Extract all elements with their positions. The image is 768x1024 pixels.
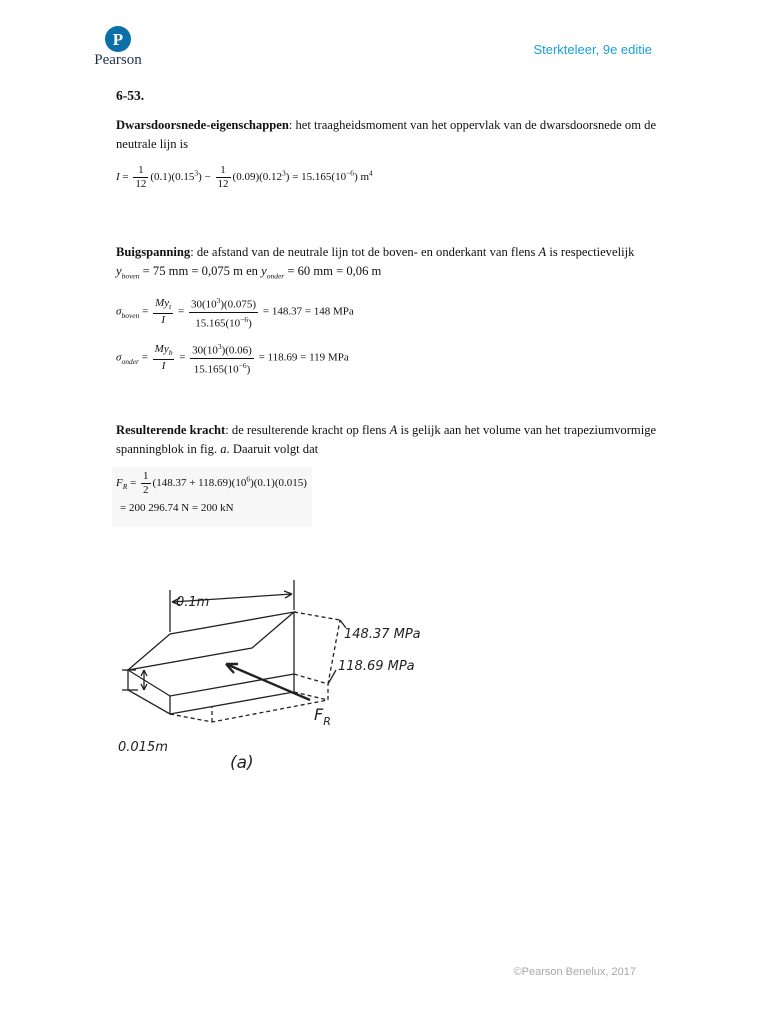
section-heading: Resulterende kracht (116, 423, 226, 437)
sigma-bottom-equation: $\sigma_{onder}$ = $\frac{My_b}{I}$ = $\frac{30(10^3)(0.06)}{15.165(10^{-6})}$ = 118.69 = 119 MPa (116, 342, 349, 376)
figure-caption: (a) (230, 753, 254, 773)
force-arrow (226, 664, 310, 700)
section-cross-section-text (116, 116, 661, 154)
problem-number: 6-53. (116, 88, 145, 103)
edition-label: Sterkteleer, 9e editie (533, 42, 652, 57)
stress-top-label: 148.37 MPa (344, 627, 421, 642)
section-heading: Buigspanning (116, 245, 191, 259)
fraction: $\frac{1}{12}$ (135, 164, 147, 190)
pearson-p-icon (88, 24, 148, 54)
stress-block-figure (118, 572, 458, 782)
section-resultant-text: Resulterende kracht: de resulterende kracht op flens A is gelijk aan het volume van het trapeziumvormige spanningblok in fig. a. Daaruit volgt dat (116, 423, 657, 456)
sigma-top-equation: $\sigma_{boven}$ = $\frac{My_t}{I}$ = $\frac{30(10^3)(0.075)}{15.165(10^{-6})}$ = 148.37 = 148 MPa (116, 296, 354, 330)
copyright-footer: ©Pearson Benelux, 2017 (513, 966, 636, 978)
section-bending-text: Buigspanning: de afstand van de neutrale lijn tot de boven- en onderkant van flens A is respectievelijk $y_{boven} = 75$ mm = 0,075 m en $y_{onder} = 60$ mm = 0,06 m (116, 245, 635, 281)
inertia-equation: I = $\frac{1}{12}$ $(0.1)(0.15^3)$ − $\frac{1}{12}$ $(0.09)(0.12^3) = 15.165(10^{-6})$ $m^4$ (116, 164, 373, 190)
section-heading: Dwarsdoorsnede-eigenschappen (116, 118, 289, 132)
flange-top-face (128, 612, 294, 670)
fraction: $\frac{1}{12}$ (217, 164, 229, 190)
svg-text:P: P (112, 30, 124, 49)
width-label: 0.1m (176, 595, 210, 610)
stress-bottom-label: 118.69 MPa (338, 659, 415, 674)
resultant-result: = 200 296.74 N = 200 kN (120, 502, 234, 514)
pearson-wordmark: Pearson (94, 52, 142, 68)
resultant-force-equation: $F_R$ = $\frac{1}{2}$ $(148.37 + 118.69)(10^6)(0.1)(0.015)$ = 200 296.74 N = 200 kN (112, 467, 312, 527)
section-body: : het traagheidsmoment van het oppervlak van de dwarsdoorsnede om de neutrale lijn is (116, 118, 657, 151)
force-label: $F_R$ (314, 705, 331, 728)
eq-symbol: I (116, 171, 120, 184)
thickness-label: 0.015m (118, 740, 168, 755)
